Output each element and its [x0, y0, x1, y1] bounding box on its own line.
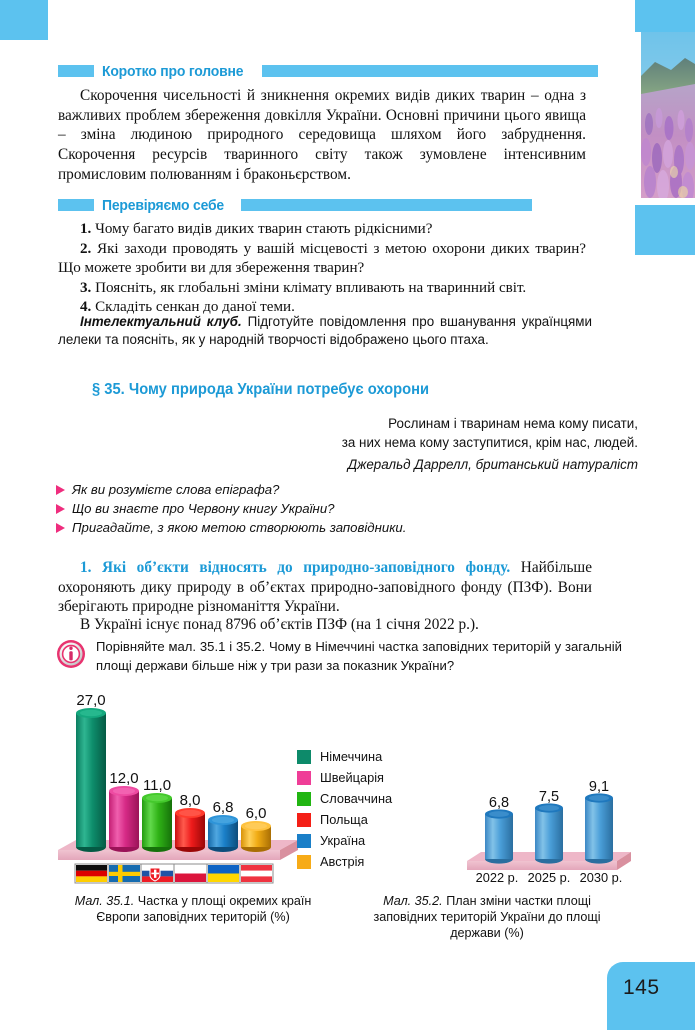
banner-bar-right: [262, 65, 598, 77]
question-text: Чому багато видів диких тварин стають рідкісними?: [95, 221, 433, 237]
bar-nimechchyna: [76, 708, 106, 852]
legend-item: [297, 767, 392, 788]
legend-swatch: [297, 792, 311, 806]
question-text: Складіть сенкан до даної теми.: [95, 299, 295, 316]
callout-text: Порівняйте мал. 35.1 і 35.2. Чому в Німеччині частка заповідних територій у загальній площі держави більше ніж у три рази за показник України?: [96, 639, 622, 673]
bar-polshcha: [175, 808, 205, 852]
question-text: Поясніть, як глобальні зміни клімату впливають на тваринний світ.: [95, 279, 527, 296]
subsection-body: Найбільше охороняють дику природу в об’єктах природно-заповідного фонду (ПЗФ). Вони зберігають природне різноманіття України.: [58, 559, 592, 616]
page-number-block: [607, 962, 695, 1030]
bullet-item: [56, 500, 596, 517]
bar-shveitsariia: [109, 786, 139, 852]
flag-austria-icon: [240, 864, 273, 883]
page-number: 145: [623, 976, 660, 999]
caption-mal-35-2: [352, 893, 622, 941]
legend-label: Польща: [320, 812, 368, 827]
lead-in-questions: [56, 481, 596, 538]
banner-selfcheck: [58, 196, 532, 214]
question-item: [58, 240, 586, 279]
bullet-text: Як ви розумієте слова епіграфа?: [72, 482, 280, 497]
bullet-item: [56, 481, 596, 498]
legend-item: [297, 746, 392, 767]
bullet-text: Пригадайте, з якою метою створюють заповідники.: [72, 520, 407, 536]
question-number: 2.: [80, 240, 92, 257]
decor-block-mid-right: [635, 205, 695, 255]
bar-value-label: 12,0: [109, 770, 139, 787]
bullet-item: [56, 519, 596, 536]
triangle-bullet-icon: [56, 523, 65, 533]
bullet-text: Що ви знаєте про Червону книгу України?: [72, 501, 335, 517]
banner-bar-left: [58, 65, 94, 77]
banner-bar-right: [241, 199, 532, 211]
epigraph-line-1: Рослинам і тваринам нема кому писати,: [388, 416, 638, 431]
legend-swatch: [297, 750, 311, 764]
legend-swatch: [297, 834, 311, 848]
legend-label: Німеччина: [320, 749, 383, 764]
legend-item: [297, 788, 392, 809]
banner-label-selfcheck: Перевіряємо себе: [102, 196, 224, 214]
flag-slovakia-icon: [141, 864, 174, 883]
flag-sweden-icon: [108, 864, 141, 883]
legend-item: [297, 830, 392, 851]
bar-2030: [585, 793, 613, 863]
legend-label: Україна: [320, 833, 366, 848]
legend-label: Словаччина: [320, 791, 393, 806]
bar-value-label: 6,8: [212, 799, 234, 816]
legend-label: Австрія: [320, 854, 365, 869]
question-number: 1.: [80, 221, 92, 237]
caption-figure-text: Частка у площі окремих країн Європи заповідних територій (%): [96, 894, 312, 925]
summary-paragraph-text: Скорочення чисельності й зникнення окремих видів диких тварин – одна з важливих проблем збереження довкілля України. Основні причини цього явища – зміна людиною природного середовища шляхом його забруднення. Скорочення ресурсів тваринного світу також зумовлене інтенсивним промисловим полюванням і браконьєрством.: [58, 87, 586, 183]
flag-poland-icon: [174, 864, 207, 883]
subsection-1-stat: В Україні існує понад 8796 об’єктів ПЗФ (на 1 січня 2022 р.).: [80, 616, 479, 633]
bar-value-label: 11,0: [142, 777, 172, 794]
question-number: 3.: [80, 279, 92, 296]
chart-mal-35-1-legend: [297, 746, 392, 872]
bar-value-label: 9,1: [588, 781, 610, 795]
bar-avstriia: [241, 821, 271, 852]
legend-swatch: [297, 813, 311, 827]
chart-mal-35-2: [459, 781, 649, 886]
subsection-1: [58, 558, 592, 617]
summary-paragraph: [58, 86, 586, 185]
info-callout: [56, 638, 622, 675]
section-35-heading: § 35. Чому природа України потребує охорони: [92, 381, 430, 398]
question-item: [58, 220, 586, 240]
epigraph: [160, 414, 638, 474]
banner-label-summary: Коротко про головне: [102, 62, 244, 80]
decor-block-top-left: [0, 0, 48, 40]
info-icon: [56, 639, 86, 674]
flag-germany-icon: [75, 864, 108, 883]
caption-mal-35-1: [68, 893, 318, 925]
x-tick-label: 2022 р.: [475, 870, 519, 885]
question-text: Які заходи проводять у вашій місцевості з метою охорони диких тварин? Що можете зробити ви для збереження тварин?: [58, 240, 586, 277]
bar-2022: [485, 809, 513, 863]
x-tick-label: 2030 р.: [579, 870, 623, 885]
intellectual-club-note: [58, 313, 592, 349]
flag-ukraine-icon: [207, 864, 240, 883]
chart-mal-35-2-svg: [459, 781, 649, 886]
legend-item: [297, 851, 392, 872]
bar-value-label: 8,0: [179, 792, 201, 809]
selfcheck-question-list: [58, 220, 586, 318]
bar-value-label: 6,0: [245, 805, 267, 822]
caption-figure-number: Мал. 35.2.: [383, 894, 443, 908]
banner-summary: [58, 62, 598, 80]
bar-ukraina: [208, 815, 238, 852]
bar-value-label: 6,8: [488, 795, 510, 811]
epigraph-author: Джеральд Даррелл, британський натураліст: [347, 456, 638, 472]
bar-slovachchyna: [142, 793, 172, 852]
club-title: Інтелектуальний клуб.: [80, 314, 242, 329]
x-tick-label: 2025 р.: [527, 870, 571, 885]
triangle-bullet-icon: [56, 485, 65, 495]
bar-value-label: 7,5: [538, 789, 560, 805]
legend-item: [297, 809, 392, 830]
bar-value-label: 27,0: [76, 692, 106, 709]
question-item: [58, 279, 586, 299]
banner-bar-left: [58, 199, 94, 211]
bar-2025: [535, 803, 563, 863]
caption-figure-text: План зміни частки площі заповідних територій України до площі держави (%): [373, 894, 601, 941]
decor-block-top-right: [635, 0, 695, 32]
caption-figure-number: Мал. 35.1.: [74, 894, 135, 908]
legend-label: Швейцарія: [320, 770, 384, 785]
triangle-bullet-icon: [56, 504, 65, 514]
subsection-lead: 1. Які об’єкти відносять до природно-заповідного фонду.: [80, 559, 511, 576]
question-number: 4.: [80, 299, 92, 316]
club-text: Підготуйте повідомлення про вшанування українцями лелеки та поясніть, як у народній творчості відображено цього птаха.: [58, 314, 592, 348]
legend-swatch: [297, 771, 311, 785]
crocus-meadow-photo: [641, 32, 695, 198]
chart-mal-35-1: [54, 686, 393, 886]
legend-swatch: [297, 855, 311, 869]
epigraph-line-2: за них нема кому заступитися, крім нас, людей.: [341, 435, 638, 451]
